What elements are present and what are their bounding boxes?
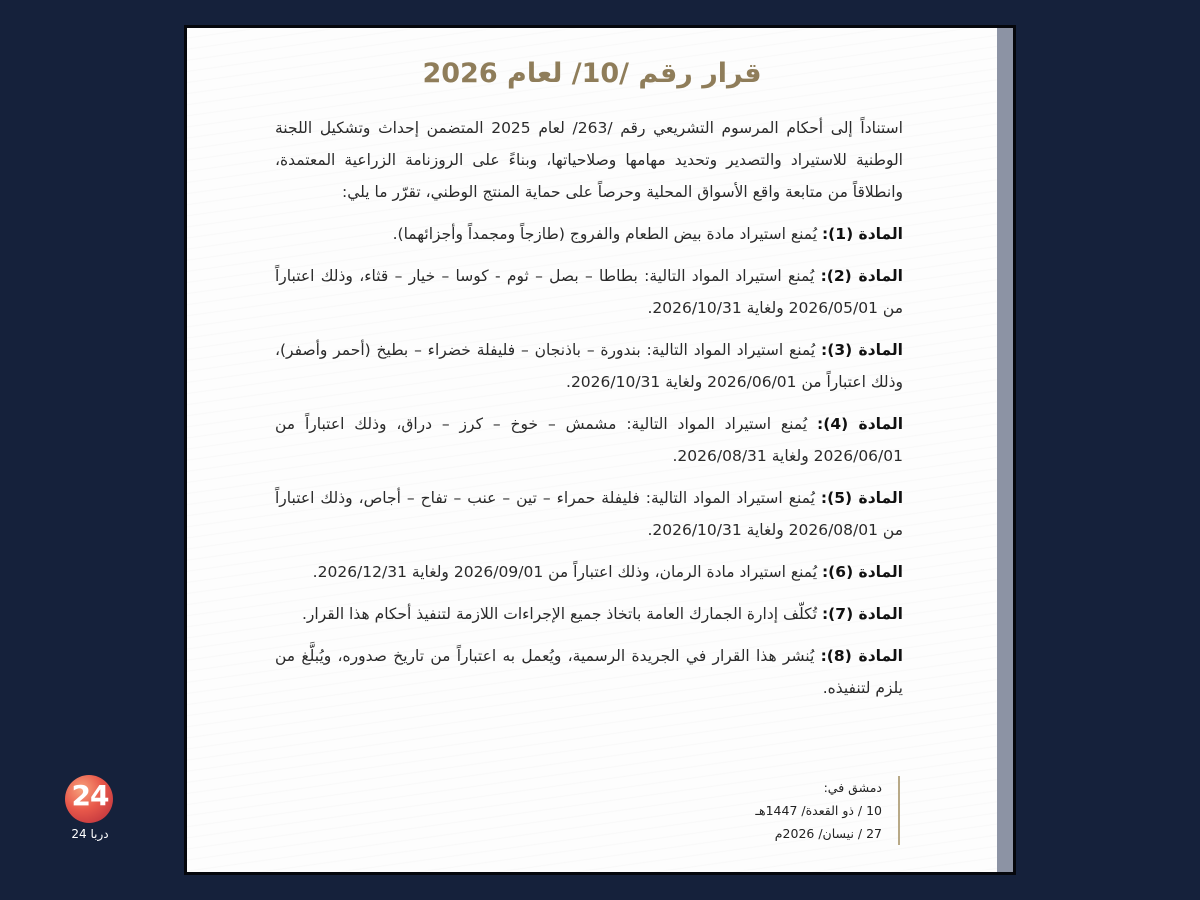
article-text: يُمنع استيراد المواد التالية: بطاطا – بصل – ثوم - كوسا – خيار – قثاء، وذلك اعتباراً من 2026/05/01 ولغاية 2026/10/31. [275,267,903,317]
signature-place: دمشق في: [823,780,882,795]
article-text: تُكلّف إدارة الجمارك العامة باتخاذ جميع الإجراءات اللازمة لتنفيذ أحكام هذا القرار. [301,605,818,623]
preamble: استناداً إلى أحكام المرسوم التشريعي رقم /263/ لعام 2025 المتضمن إحداث وتشكيل اللجنة الوطنية للاستيراد والتصدير وتحديد مهامها وصلاحياتها، وبناءً على الروزنامة الزراعية المعتمدة، وانطلاقاً من متابعة واقع الأسواق المحلية وحرصاً على حماية المنتج الوطني، تقرّر ما يلي: [275,119,903,201]
article-8 [275,640,903,704]
decree-title: قرار رقم /10/ لعام 2026 [422,58,762,89]
darba24-logo [62,775,118,845]
signature-gregorian-date: 27 / نيسان/ 2026م [774,826,882,841]
article-3 [275,334,903,398]
article-label: المادة (5): [820,489,904,507]
article-2 [275,260,903,324]
article-5 [275,482,903,546]
article-label: المادة (2): [820,267,903,285]
article-text: يُمنع استيراد المواد التالية: مشمش – خوخ – كرز – دراق، وذلك اعتباراً من 2026/06/01 ولغاية 2026/08/31. [275,415,903,465]
signature-hijri-date: 10 / ذو القعدة/ 1447هـ [755,803,882,818]
article-6 [275,556,903,588]
page-edge-strip [997,28,1013,872]
logo-caption: دربا 24 [71,827,109,841]
article-text: يُمنع استيراد مادة بيض الطعام والفروج (طازجاً ومجمداً وأجزائهما). [392,225,818,243]
decree-page [187,28,997,872]
decree-body [275,112,903,704]
article-label: المادة (7): [821,605,903,623]
logo-number: 24 [71,779,109,812]
article-label: المادة (4): [817,415,904,433]
article-text: يُمنع استيراد المواد التالية: فليفلة حمراء – تين – عنب – تفاح – أجاص، وذلك اعتباراً من 2026/08/01 ولغاية 2026/10/31. [275,489,903,539]
article-4 [275,408,903,472]
article-text: يُمنع استيراد مادة الرمان، وذلك اعتباراً من 2026/09/01 ولغاية 2026/12/31. [312,563,818,581]
article-text: يُنشر هذا القرار في الجريدة الرسمية، ويُعمل به اعتباراً من تاريخ صدوره، ويُبلَّغ من يلزم لتنفيذه. [275,647,903,697]
article-label: المادة (1): [821,225,903,243]
article-label: المادة (6): [821,563,903,581]
signature-block [755,776,900,845]
article-text: يُمنع استيراد المواد التالية: بندورة – باذنجان – فليفلة خضراء – بطيخ (أحمر وأصفر)، وذلك اعتباراً من 2026/06/01 ولغاية 2026/10/31. [275,341,903,391]
article-label: المادة (3): [821,341,903,359]
article-label: المادة (8): [820,647,903,665]
article-7 [275,598,903,630]
article-1 [275,218,903,250]
